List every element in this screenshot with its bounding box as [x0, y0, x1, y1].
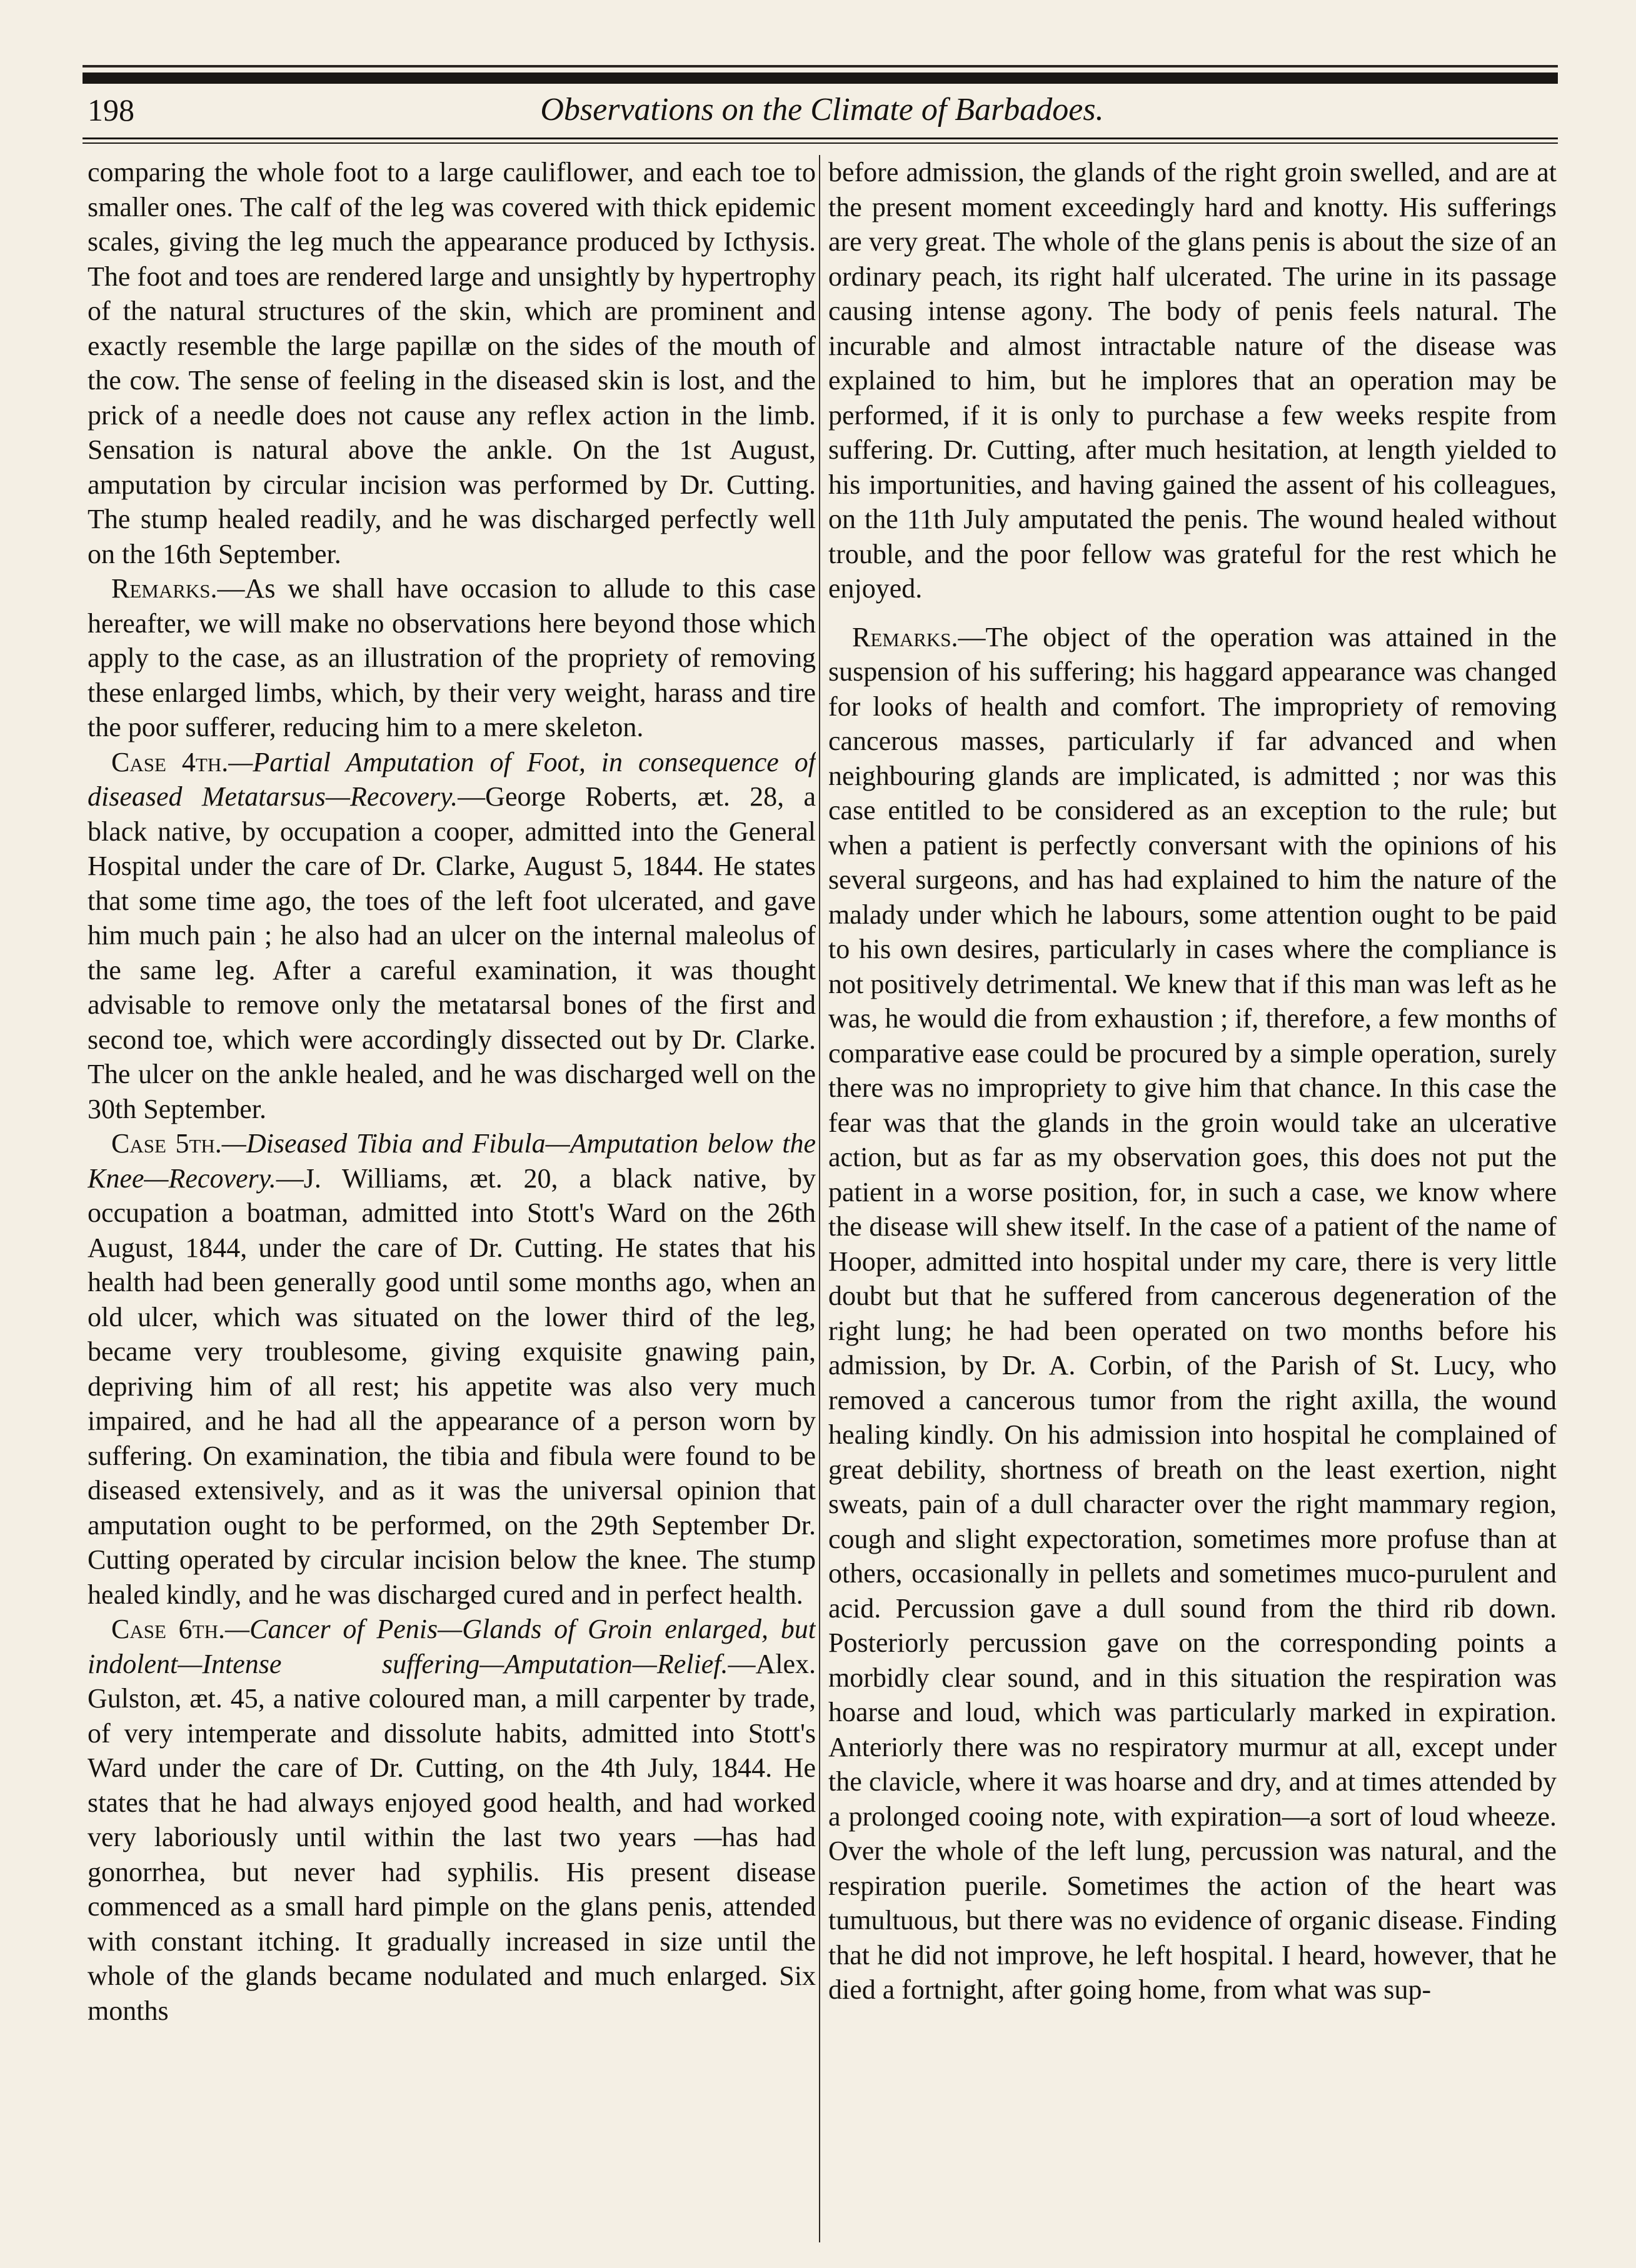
right-column [828, 155, 1557, 2249]
paragraph-text: —J. Williams, æt. 20, a black native, by occupation a boatman, admitted into Stott's Ward on the 26th August, 1844, under the care of Dr. Cutting. He states that his health had been generally good until some months ago, when an old ulcer, which was situated on the lower third of the leg, became very troublesome, giving exquisite gnawing pain, depriving him of all rest; his appetite was also very much impaired, and he had all the appearance of a person worn by suffering. On examination, the tibia and fibula were found to be diseased extensively, and as it was the universal opinion that amputation ought to be performed, on the 29th September Dr. Cutting operated by circular incision below the knee. The stump healed kindly, and he was discharged cured and in perfect health. [88, 1162, 816, 1610]
paragraph-continuation [828, 155, 1557, 606]
paragraph-continuation [88, 155, 816, 571]
paragraph-case-4 [88, 745, 816, 1127]
paragraph-case-5 [88, 1126, 816, 1612]
case-lead: Case 4th. [111, 746, 229, 777]
paragraph-text: before admission, the glands of the right groin swelled, and are at the present moment exceedingly hard and knotty. His sufferings are very great. The whole of the glans penis is about the size of an ordinary peach, its right half ulcerated. The urine in its passage causing intense agony. The body of penis feels natural. The incurable and almost intractable nature of the disease was explained to him, but he implores that an operation may be performed, if it is only to purchase a few weeks respite from suffering. Dr. Cutting, after much hesitation, at length yielded to his importunities, and having gained the assent of his colleagues, on the 11th July amputated the penis. The wound healed without trouble, and the poor fellow was grateful for the rest which he enjoyed. [828, 157, 1557, 604]
case-title: —Partial Amputation of Foot, in consequence of diseased Metatarsus—Recovery. [88, 746, 816, 812]
paragraph-text: —The object of the operation was attained in the suspension of his suffering; his haggard appearance was changed for looks of health and comfort. The impropriety of removing cancerous masses, particularly if far advanced and when neighbouring glands are implicated, is admitted ; nor was this case entitled to be considered as an exception to the rule; but when a patient is perfectly conversant with the opinions of his several surgeons, and has had explained to him the nature of the malady under which he labours, some attention ought to be paid to his own desires, particularly in cases where the compliance is not positively detrimental. We knew that if this man was left as he was, he would die from exhaustion ; if, therefore, a few months of comparative ease could be procured by a simple operation, surely there was no impropriety to give him that chance. In this case the fear was that the glands in the groin would take an ulcerative action, but as far as my observation goes, this does not put the patient in a worse position, for, in such a case, we know where the disease will shew itself. In the case of a patient of the name of Hooper, admitted into hospital under my care, there is very little doubt but that he suffered from cancerous degeneration of the right lung; he had been operated on two months before his admission, by Dr. A. Corbin, of the Parish of St. Lucy, who removed a cancerous tumor from the right axilla, the wound healing kindly. On his admission into hospital he complained of great debility, shortness of breath on the least exertion, night sweats, pain of a dull character over the right mammary region, cough and slight expectoration, sometimes more profuse than at others, occasionally in pellets and sometimes muco-purulent and acid. Percussion gave a dull sound from the third rib down. Posteriorly percussion gave on the corresponding points a morbidly clear sound, and in this situation the respiration was hoarse and loud, which was particularly marked in expiration. Anteriorly there was no respiratory murmur at all, except under the clavicle, where it was hoarse and dry, and at times attended by a prolonged cooing note, with expiration—a sort of loud wheeze. Over the whole of the left lung, percussion was natural, and the respiration puerile. Sometimes the action of the heart was tumultuous, but there was no evidence of organic disease. Finding that he did not improve, he left hospital. I heard, however, that he died a fortnight, after going home, from what was sup- [828, 621, 1557, 2005]
header-rule [83, 137, 1558, 139]
paragraph-text: —As we shall have occasion to allude to this case hereafter, we will make no observations here beyond those which apply to the case, as an illustration of the propriety of removing these enlarged limbs, which, by their very weight, harass and tire the poor sufferer, reducing him to a mere skeleton. [88, 573, 816, 742]
header-rule-secondary [83, 142, 1558, 144]
paragraph-remarks [828, 620, 1557, 2007]
case-lead: Case 6th. [111, 1614, 225, 1644]
paragraph-text: —George Roberts, æt. 28, a black native, by occupation a cooper, admitted into the General Hospital under the care of Dr. Clarke, August 5, 1844. He states that some time ago, the toes of the left foot ulcerated, and gave him much pain ; he also had an ulcer on the internal maleolus of the same leg. After a careful examination, it was thought advisable to remove only the metatarsal bones of the first and second toe, which were accordingly dissected out by Dr. Clarke. The ulcer on the ankle healed, and he was discharged well on the 30th September. [88, 781, 816, 1124]
paragraph-text: comparing the whole foot to a large cauliflower, and each toe to smaller ones. The calf of the leg was covered with thick epidemic scales, giving the leg much the appearance produced by Icthysis. The foot and toes are rendered large and unsightly by hypertrophy of the natural structures of the skin, which are prominent and exactly resemble the large papillæ on the sides of the mouth of the cow. The sense of feeling in the diseased skin is lost, and the prick of a needle does not cause any reflex action in the limb. Sensation is natural above the ankle. On the 1st August, amputation by circular incision was performed by Dr. Cutting. The stump healed readily, and he was discharged perfectly well on the 16th September. [88, 157, 816, 569]
page-header [88, 89, 1557, 132]
column-divider [819, 155, 820, 2242]
paragraph-remarks [88, 571, 816, 745]
page-number: 198 [88, 92, 134, 127]
left-column [88, 155, 816, 2249]
case-title: —Cancer of Penis—Glands of Groin enlarged, but indolent—Intense suffering—Amputation—Relief. [88, 1614, 816, 1679]
remarks-lead: Remarks. [852, 621, 958, 652]
remarks-lead: Remarks. [111, 573, 218, 604]
case-lead: Case 5th. [111, 1128, 222, 1159]
paragraph-case-6 [88, 1612, 816, 2028]
top-thin-rule [83, 65, 1558, 67]
top-heavy-rule [83, 72, 1558, 84]
case-title: —Diseased Tibia and Fibula—Amputation below the Knee—Recovery. [88, 1128, 816, 1194]
running-title: Observations on the Climate of Barbadoes. [540, 92, 1104, 127]
paragraph-text: —Alex. Gulston, æt. 45, a native coloured man, a mill carpenter by trade, of very intemperate and dissolute habits, admitted into Stott's Ward under the care of Dr. Cutting, on the 4th July, 1844. He states that he had always enjoyed good health, and had worked very laboriously until within the last two years —has had gonorrhea, but never had syphilis. His present disease commenced as a small hard pimple on the glans penis, attended with constant itching. It gradually increased in size until the whole of the glands became nodulated and much enlarged. Six months [88, 1648, 816, 2026]
